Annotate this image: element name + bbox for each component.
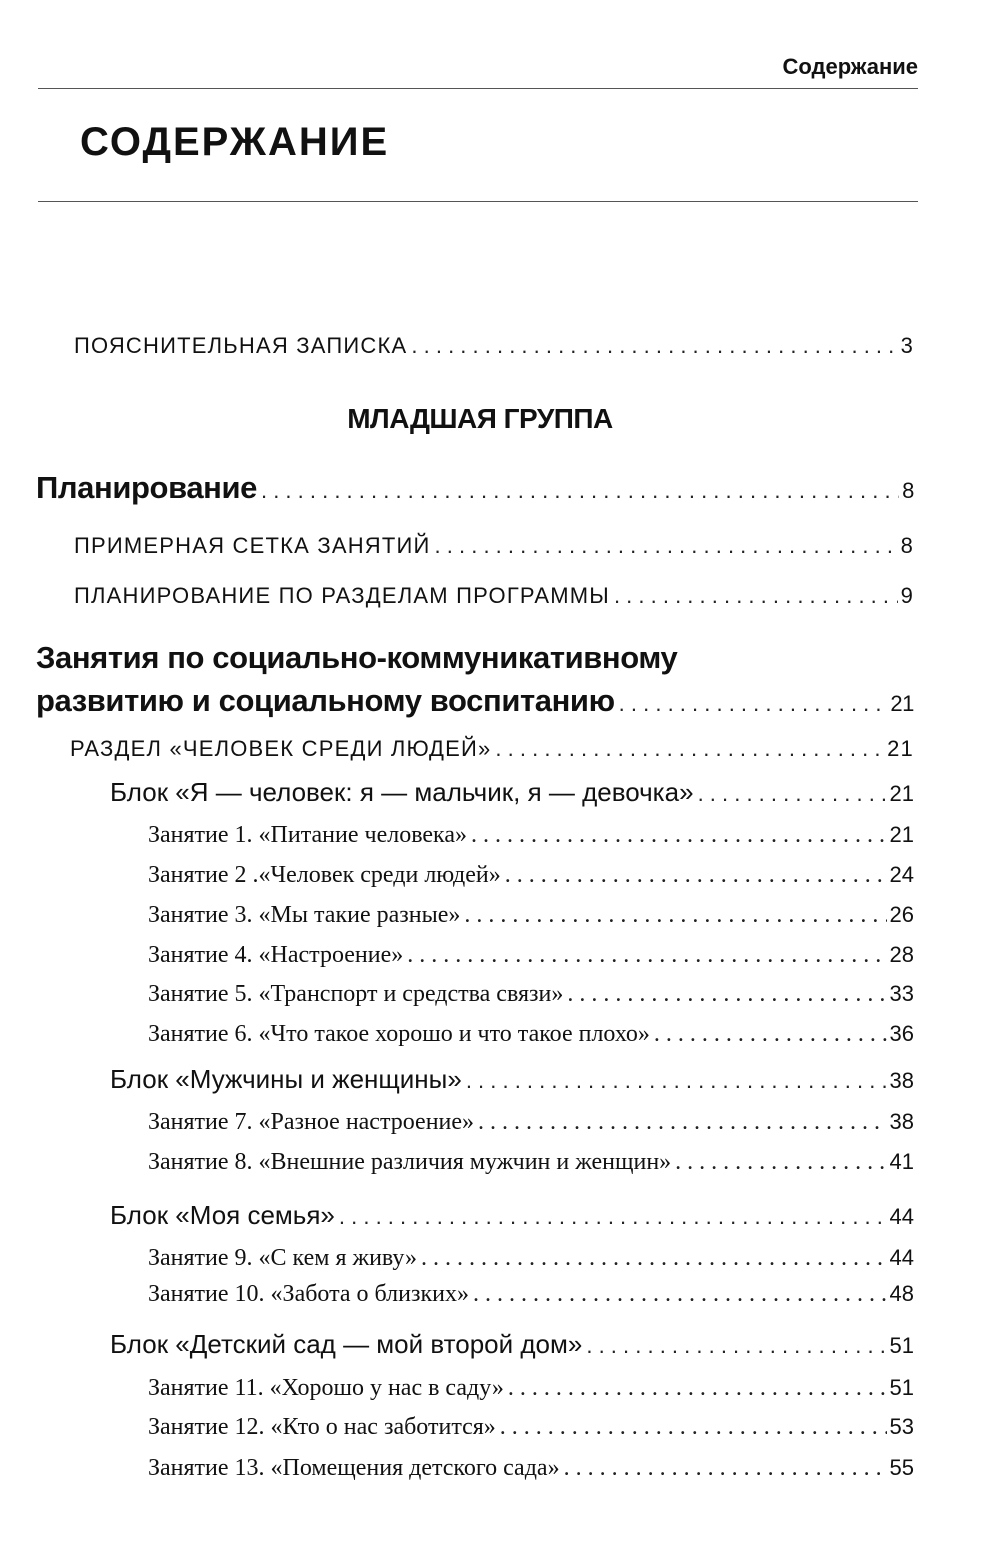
toc-entry-section-people[interactable] (70, 736, 914, 762)
toc-page-number: 21 (887, 736, 914, 761)
dot-leader (411, 333, 897, 359)
toc-entry-label: Занятие 10. «Забота о близких» (148, 1281, 469, 1307)
toc-entry-label: Занятие 13. «Помещения детского сада» (148, 1455, 560, 1481)
toc-entry-block-family[interactable] (110, 1200, 914, 1231)
toc-entry-lesson-8[interactable] (148, 1149, 914, 1176)
toc-entry-lesson-2[interactable] (148, 862, 914, 889)
toc-page-number: 8 (902, 478, 914, 503)
toc-entry-social-line1[interactable]: Занятия по социально-коммуникативному (36, 640, 678, 675)
dot-leader (564, 1455, 887, 1482)
toc-page-number: 8 (900, 533, 914, 558)
section-heading: МЛАДШАЯ ГРУППА (347, 403, 613, 434)
dot-leader (407, 942, 886, 969)
toc-entry-grid[interactable] (74, 533, 914, 559)
dot-leader (567, 981, 886, 1008)
toc-entry-label: Занятие 9. «С кем я живу» (148, 1245, 418, 1271)
toc-page-number: 3 (900, 333, 914, 358)
toc-entry-label: Занятие 7. «Разное настроение» (148, 1109, 475, 1135)
toc-entry-label: РАЗДЕЛ «ЧЕЛОВЕК СРЕДИ ЛЮДЕЙ» (70, 736, 492, 761)
toc-entry-lesson-9[interactable] (148, 1245, 914, 1272)
toc-page-number: 26 (889, 902, 914, 927)
dot-leader (619, 691, 888, 717)
toc-entry-label: Блок «Моя семья» (110, 1200, 335, 1230)
toc-entry-lesson-12[interactable] (148, 1414, 914, 1441)
dot-leader (698, 781, 887, 807)
dot-leader (471, 822, 887, 849)
dot-leader (478, 1109, 886, 1136)
toc-entry-label: Занятие 1. «Питание человека» (148, 822, 467, 848)
toc-entry-label: Занятие 6. «Что такое хорошо и что такое плохо» (148, 1021, 650, 1047)
toc-entry-lesson-1[interactable] (148, 822, 914, 849)
header-rule (38, 88, 918, 89)
toc-entry-label: ПРИМЕРНАЯ СЕТКА ЗАНЯТИЙ (74, 533, 431, 558)
toc-entry-label: Занятие 5. «Транспорт и средства связи» (148, 981, 564, 1007)
toc-page-number: 38 (889, 1068, 914, 1093)
toc-page-number: 48 (889, 1281, 914, 1306)
toc-entry-label: Занятие 4. «Настроение» (148, 942, 404, 968)
toc-entry-label: Занятие 2 .«Человек среди людей» (148, 862, 501, 888)
toc-page-number: 38 (889, 1109, 914, 1134)
dot-leader (500, 1414, 887, 1441)
toc-entry-label: Занятие 3. «Мы такие разные» (148, 902, 461, 928)
toc-entry-planning[interactable] (36, 470, 914, 506)
toc-entry-block-me[interactable] (110, 777, 914, 808)
dot-leader (466, 1068, 887, 1094)
toc-page-number: 24 (889, 862, 914, 887)
toc-entry-lesson-11[interactable] (148, 1375, 914, 1402)
toc-entry-label: Занятие 8. «Внешние различия мужчин и женщин» (148, 1149, 672, 1175)
running-head: Содержание (782, 54, 918, 79)
toc-entry-label: Занятие 12. «Кто о нас заботится» (148, 1414, 496, 1440)
toc-page-number: 55 (889, 1455, 914, 1480)
toc-page-number: 44 (889, 1245, 914, 1270)
dot-leader (586, 1333, 886, 1359)
dot-leader (505, 862, 887, 889)
toc-entry-lesson-5[interactable] (148, 981, 914, 1008)
toc-entry-label: развитию и социальному воспитанию (36, 683, 615, 718)
toc-page-number: 51 (889, 1375, 914, 1400)
toc-entry-lesson-7[interactable] (148, 1109, 914, 1136)
toc-entry-lesson-3[interactable] (148, 902, 914, 929)
toc-entry-label: Планирование (36, 470, 257, 505)
toc-entry-social[interactable] (36, 683, 914, 719)
dot-leader (464, 902, 886, 929)
title-rule (38, 201, 918, 202)
dot-leader (261, 478, 899, 504)
toc-page-number: 9 (900, 583, 914, 608)
dot-leader (339, 1204, 887, 1230)
toc-entry-label: ПОЯСНИТЕЛЬНАЯ ЗАПИСКА (74, 333, 408, 358)
toc-page-number: 33 (889, 981, 914, 1006)
dot-leader (614, 583, 898, 609)
dot-leader (495, 736, 884, 762)
toc-entry-label: Занятие 11. «Хорошо у нас в саду» (148, 1375, 504, 1401)
page-title: СОДЕРЖАНИЕ (80, 120, 390, 164)
toc-page-number: 21 (889, 822, 914, 847)
dot-leader (421, 1245, 886, 1272)
toc-entry-block-men[interactable] (110, 1064, 914, 1095)
toc-entry-program-planning[interactable] (74, 583, 914, 609)
toc-page-number: 44 (889, 1204, 914, 1229)
toc-page-number: 53 (889, 1414, 914, 1439)
toc-entry-lesson-10[interactable] (148, 1281, 914, 1308)
toc-entry-explanatory[interactable] (74, 333, 914, 359)
toc-page-number: 21 (889, 781, 914, 806)
toc-page-number: 28 (889, 942, 914, 967)
toc-page-number: 41 (889, 1149, 914, 1174)
toc-page-number: 36 (889, 1021, 914, 1046)
toc-entry-label: Блок «Я — человек: я — мальчик, я — девочка» (110, 777, 694, 807)
dot-leader (473, 1281, 887, 1308)
dot-leader (654, 1021, 887, 1048)
toc-entry-lesson-13[interactable] (148, 1455, 914, 1482)
toc-entry-lesson-4[interactable] (148, 942, 914, 969)
toc-entry-label: Блок «Детский сад — мой второй дом» (110, 1329, 583, 1359)
dot-leader (435, 533, 898, 559)
toc-entry-block-kindergarten[interactable] (110, 1329, 914, 1360)
toc-entry-label: ПЛАНИРОВАНИЕ ПО РАЗДЕЛАМ ПРОГРАММЫ (74, 583, 610, 608)
dot-leader (508, 1375, 887, 1402)
toc-page-number: 21 (890, 691, 914, 716)
toc-entry-lesson-6[interactable] (148, 1021, 914, 1048)
dot-leader (675, 1149, 886, 1176)
toc-entry-label: Блок «Мужчины и женщины» (110, 1064, 462, 1094)
toc-page-number: 51 (889, 1333, 914, 1358)
